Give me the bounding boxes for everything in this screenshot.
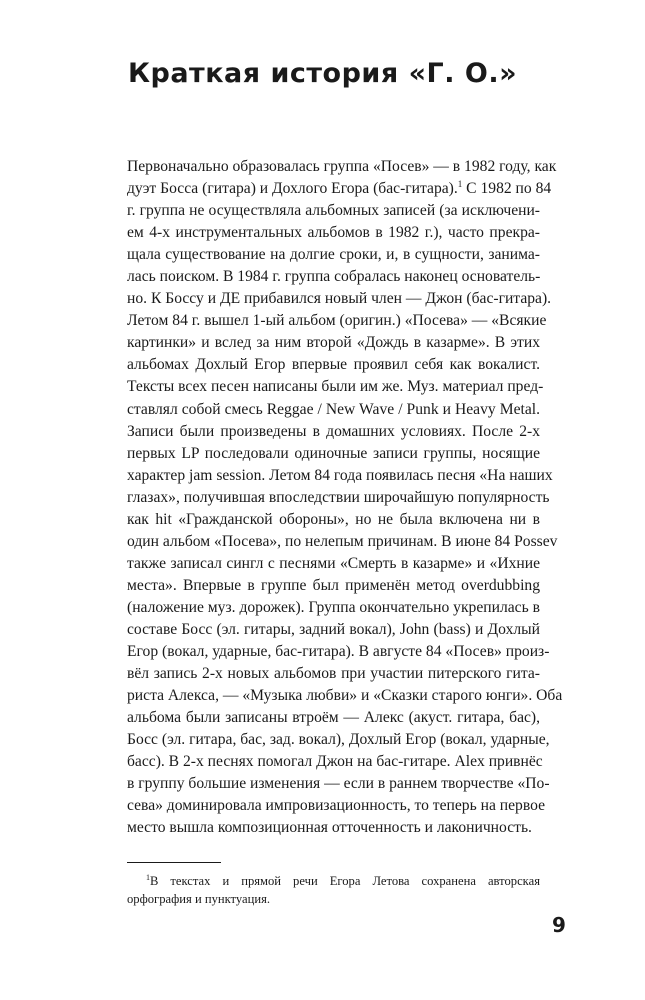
text-line: картинки» и вслед за ним второй «Дождь в казарме». В этих bbox=[127, 334, 540, 352]
text-line: Записи были произведены в домашних условиях. После 2-х bbox=[127, 422, 540, 440]
footnote-mark: 1 bbox=[146, 873, 150, 882]
footnote-divider bbox=[127, 862, 221, 863]
text-line: риста Алекса, — «Музыка любви» и «Сказки старого юнги». Оба bbox=[127, 687, 563, 705]
text-line: как hit «Гражданской обороны», но не была включена ни в bbox=[127, 510, 540, 528]
text-line: Егор (вокал, ударные, бас-гитара). В августе 84 «Посев» произ- bbox=[127, 643, 550, 661]
text-segment: дуэт Босса (гитара) и Дохлого Егора (бас-гитара). bbox=[127, 180, 458, 198]
body-text bbox=[127, 156, 563, 839]
text-segment: С 1982 по 84 bbox=[466, 180, 552, 198]
footnote-line: орфография и пунктуация. bbox=[127, 892, 271, 906]
text-line: но. К Боссу и ДЕ прибавился новый член — Джон (бас-гитара). bbox=[127, 290, 552, 308]
text-line: сева» доминировала импровизационность, то теперь на первое bbox=[127, 797, 546, 815]
text-line: место вышла композиционная отточенность и лаконичность. bbox=[127, 819, 532, 837]
footnote-ref: 1 bbox=[457, 179, 463, 190]
text-line: (наложение муз. дорожек). Группа окончательно укрепилась в bbox=[127, 598, 540, 616]
text-line-with-footnote-ref bbox=[127, 178, 552, 200]
text-line: лась поиском. В 1984 г. группа собралась наконец основатель- bbox=[127, 268, 541, 286]
text-line: Первоначально образовалась группа «Посев» — в 1982 году, как bbox=[127, 158, 557, 175]
page-title: Краткая история «Г. О.» bbox=[127, 58, 518, 89]
text-line: ставлял собой смесь Reggae / New Wave / Punk и Heavy Metal. bbox=[127, 400, 540, 418]
text-line: один альбом «Посева», по нелепым причинам. В июне 84 Possev bbox=[127, 532, 558, 550]
text-line: глазах», получившая впоследствии широчайшую популярность bbox=[127, 488, 550, 506]
page-number: 9 bbox=[552, 913, 566, 937]
text-line: в группу большие изменения — если в раннем творчестве «По- bbox=[127, 775, 550, 793]
text-line: вёл запись 2-х новых альбомов при участии питерского гита- bbox=[127, 665, 540, 683]
text-line: альбома были записаны втроём — Алекс (акуст. гитара, бас), bbox=[127, 709, 540, 727]
footnote-text: В текстах и прямой речи Егора Летова сохранена авторская bbox=[150, 874, 540, 888]
text-line: составе Босс (эл. гитары, задний вокал), John (bass) и Дохлый bbox=[127, 620, 540, 638]
text-line: басс). В 2-х песнях помогал Джон на бас-гитаре. Alex привнёс bbox=[127, 753, 543, 771]
text-line: ем 4-х инструментальных альбомов в 1982 г.), часто прекра- bbox=[127, 224, 540, 242]
text-line: также записал сингл с песнями «Смерть в казарме» и «Ихние bbox=[127, 554, 540, 572]
text-line: первых LP последовали одиночные записи группы, носящие bbox=[127, 444, 540, 462]
text-line: Тексты всех песен написаны были им же. Муз. материал пред- bbox=[127, 378, 544, 396]
text-line: г. группа не осуществляла альбомных записей (за исключени- bbox=[127, 202, 540, 220]
text-line: альбомах Дохлый Егор впервые проявил себя как вокалист. bbox=[127, 356, 540, 374]
text-line: места». Впервые в группе был применён метод overdubbing bbox=[127, 576, 540, 594]
footnote-line bbox=[127, 872, 540, 890]
text-line: Босс (эл. гитара, бас, зад. вокал), Дохлый Егор (вокал, ударные, bbox=[127, 731, 550, 749]
text-line: Летом 84 г. вышел 1-ый альбом (оригин.) «Посева» — «Всякие bbox=[127, 312, 547, 330]
text-line: щала существование на долгие сроки, и, в сущности, занима- bbox=[127, 246, 540, 264]
footnote bbox=[127, 872, 540, 908]
text-line: характер jam session. Летом 84 года появилась песня «На наших bbox=[127, 466, 553, 484]
